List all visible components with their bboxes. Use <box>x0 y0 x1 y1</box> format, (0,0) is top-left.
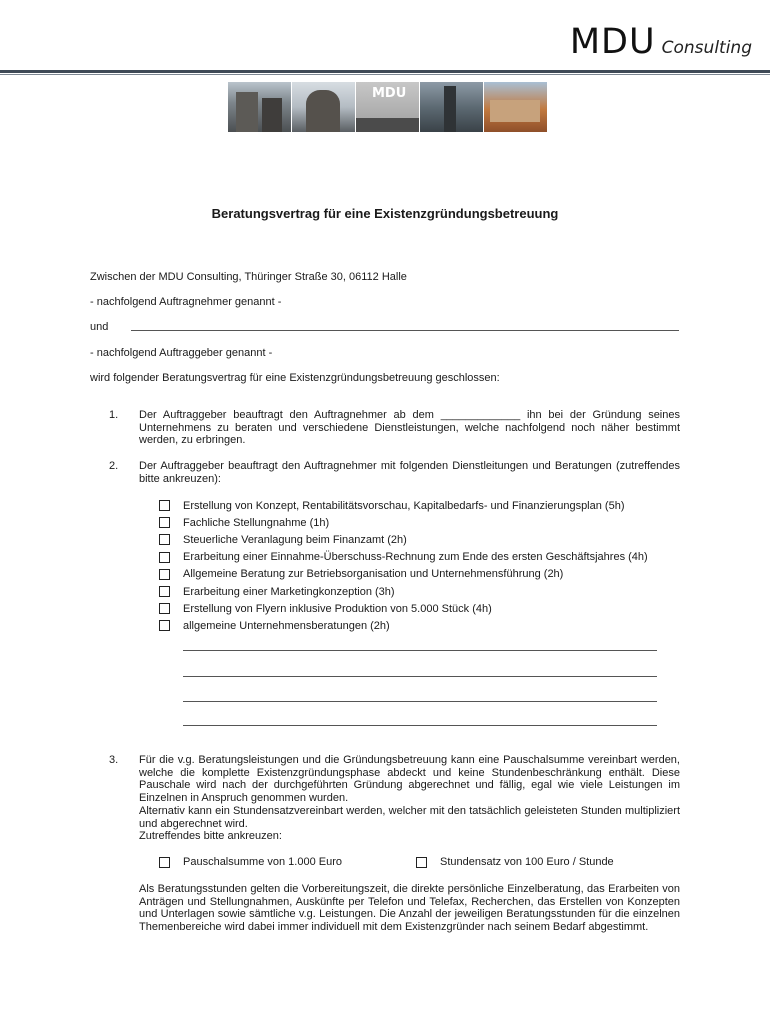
document-title: Beratungsvertrag für eine Existenzgründungsbetreuung <box>211 206 559 221</box>
additional-service-line[interactable] <box>183 650 657 651</box>
section-2-text: Der Auftraggeber beauftragt den Auftragnehmer mit folgenden Dienstleitungen und Beratungen (zutreffendes bitte ankreuzen): <box>139 460 680 485</box>
service-option-label: Erarbeitung einer Marketingkonzeption (3h) <box>183 585 395 598</box>
additional-service-line[interactable] <box>183 676 657 677</box>
mdu-tile-bar <box>356 118 419 132</box>
service-option[interactable] <box>159 497 648 514</box>
service-option-label: Allgemeine Beratung zur Betriebsorganisation und Unternehmensführung (2h) <box>183 568 564 581</box>
additional-service-line[interactable] <box>183 701 657 702</box>
section-1-text: Der Auftraggeber beauftragt den Auftragnehmer ab dem _____________ ihn bei der Gründung seines Unternehmens zu beraten und verschiedene Dienstleistungen, welche nachfolgend noch näher bestimmt werden, zu erbringen. <box>139 409 680 447</box>
section-3-number: 3. <box>109 754 119 766</box>
contract-concluded-line: wird folgender Beratungsvertrag für eine Existenzgründungsbetreuung geschlossen: <box>90 372 500 384</box>
service-option[interactable] <box>159 617 648 634</box>
section-3-body <box>139 754 680 843</box>
service-option-label: Erstellung von Flyern inklusive Produktion von 5.000 Stück (4h) <box>183 602 492 615</box>
section-3-instruction: Zutreffendes bitte ankreuzen: <box>139 830 282 843</box>
building-photo <box>228 82 291 132</box>
and-label: und <box>90 321 109 333</box>
monument-photo <box>292 82 355 132</box>
flat-fee-option[interactable] <box>159 856 342 868</box>
mdu-tile-text: MDU <box>372 86 407 101</box>
client-note: - nachfolgend Auftraggeber genannt - <box>90 347 273 359</box>
service-option-label: Steuerliche Veranlagung beim Finanzamt (2h) <box>183 533 407 546</box>
service-option[interactable] <box>159 583 648 600</box>
flat-fee-label: Pauschalsumme von 1.000 Euro <box>183 856 342 868</box>
service-option[interactable] <box>159 549 648 566</box>
tower-photo <box>420 82 483 132</box>
hourly-rate-label: Stundensatz von 100 Euro / Stunde <box>440 856 614 868</box>
hourly-rate-option[interactable] <box>416 856 614 868</box>
section-3-alternative: Alternativ kann ein Stundensatzvereinbart werden, welcher mit den tatsächlich geleisteten Stunden multipliziert und abgerechnet wird. <box>139 804 680 830</box>
company-logo <box>570 22 752 62</box>
additional-service-line[interactable] <box>183 725 657 726</box>
header-rule <box>0 70 770 73</box>
checkbox[interactable] <box>159 620 170 631</box>
checkbox[interactable] <box>416 857 427 868</box>
checkbox[interactable] <box>159 586 170 597</box>
contractor-note: - nachfolgend Auftragnehmer genannt - <box>90 296 282 308</box>
logo-subtitle: Consulting <box>661 38 752 58</box>
service-option[interactable] <box>159 514 648 531</box>
section-1-number: 1. <box>109 409 119 421</box>
service-option[interactable] <box>159 600 648 617</box>
header-rule-thin <box>0 74 770 75</box>
checkbox[interactable] <box>159 534 170 545</box>
service-option-label: allgemeine Unternehmensberatungen (2h) <box>183 619 390 632</box>
service-option-label: Erstellung von Konzept, Rentabilitätsvorschau, Kapitalbedarfs- und Finanzierungsplan (5h) <box>183 499 625 512</box>
section-3-closing: Als Beratungsstunden gelten die Vorbereitungszeit, die direkte persönliche Einzelberatung, das Erarbeiten von Anträgen und Stellungnahmen, Auskünfte per Telefon und Telefax, Recherchen, das Erstellen von Konzepten und Unterlagen sowie sämtliche v.g. Leistungen. Die Anzahl der jeweiligen Beratungsstunden für die einzelnen Themenbereiche wird dabei immer individuell mit dem Existenzgründer nach seinem Bedarf abgestimmt. <box>139 883 680 934</box>
checkbox[interactable] <box>159 500 170 511</box>
client-name-field[interactable] <box>131 330 679 331</box>
checkbox[interactable] <box>159 517 170 528</box>
city-photo <box>484 82 547 132</box>
header-photo-strip <box>228 82 550 132</box>
logo-brand: MDU <box>569 22 656 62</box>
checkbox[interactable] <box>159 552 170 563</box>
parties-line: Zwischen der MDU Consulting, Thüringer Straße 30, 06112 Halle <box>90 271 407 283</box>
checkbox[interactable] <box>159 857 170 868</box>
service-option[interactable] <box>159 566 648 583</box>
service-checklist <box>159 497 648 635</box>
service-option-label: Erarbeitung einer Einnahme-Überschuss-Rechnung zum Ende des ersten Geschäftsjahres (4h) <box>183 551 648 564</box>
service-option-label: Fachliche Stellungnahme (1h) <box>183 516 330 529</box>
section-3-text: Für die v.g. Beratungsleistungen und die Gründungsbetreuung kann eine Pauschalsumme vereinbart werden, welche die komplette Existenzgründungsphase abdeckt und keine Stundenbeschränkung enthält. Diese Pauschale wird nach der durchgeführten Gründung abgerechnet und fällig, egal wie viele Leistungen im Einzelnen in Anspruch genommen wurden. <box>139 754 680 805</box>
section-2-number: 2. <box>109 460 119 472</box>
service-option[interactable] <box>159 531 648 548</box>
checkbox[interactable] <box>159 603 170 614</box>
checkbox[interactable] <box>159 569 170 580</box>
mdu-logo-tile <box>356 82 419 132</box>
